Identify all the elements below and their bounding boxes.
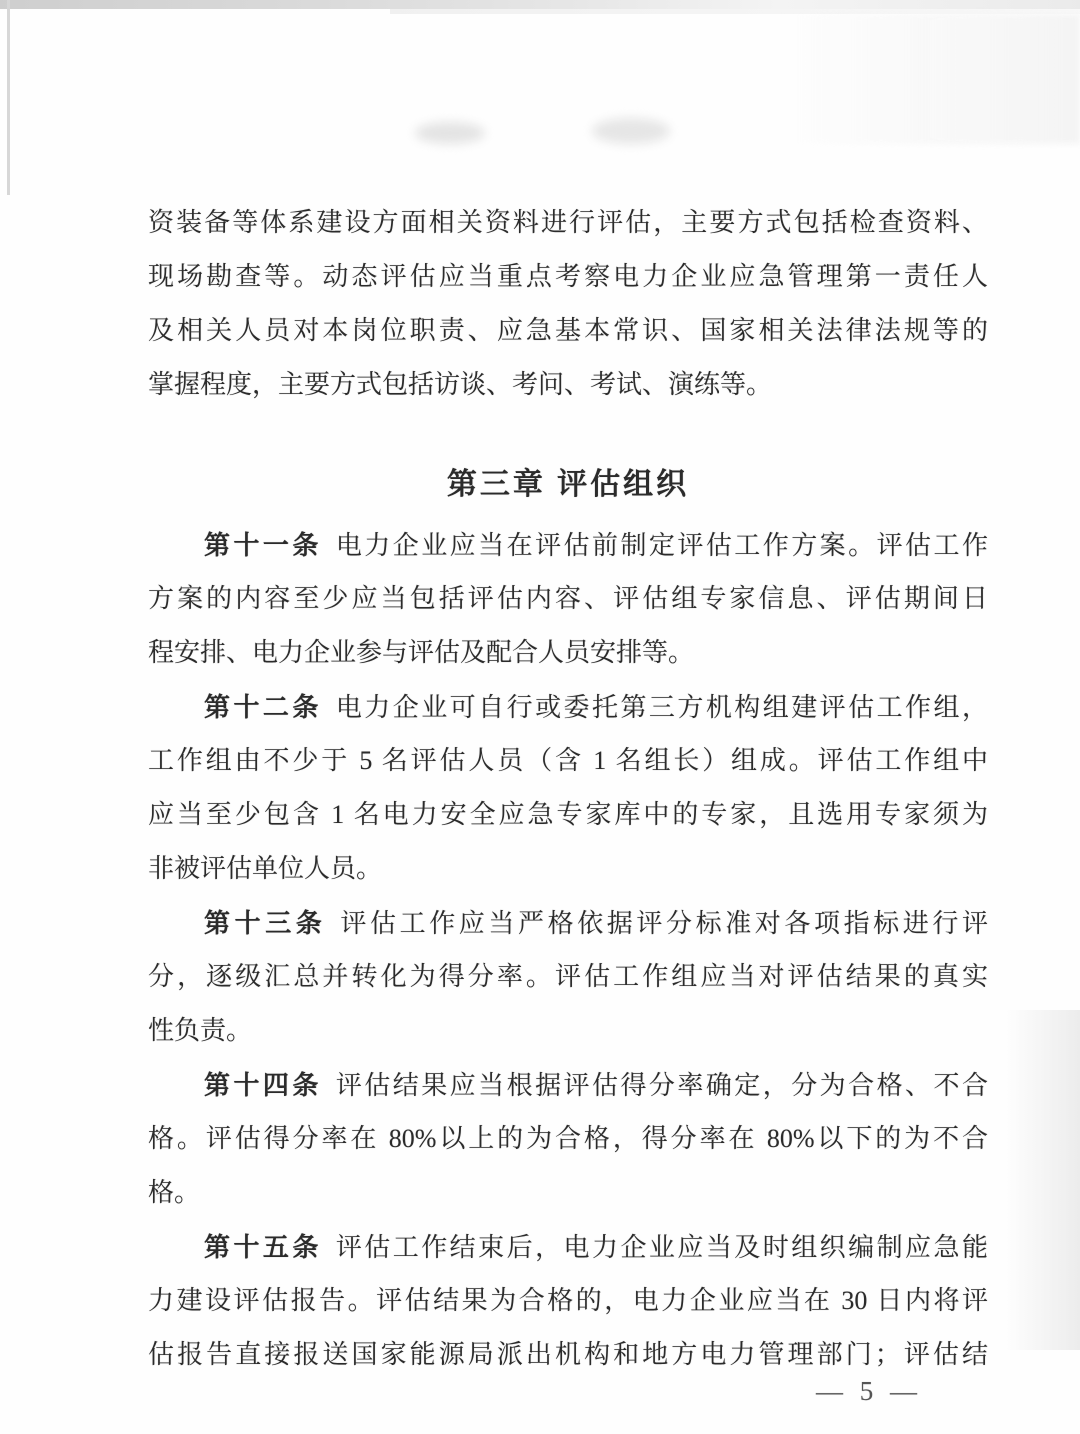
text-line: 及相关人员对本岗位职责、应急基本常识、国家相关法律法规等的 [148,316,988,345]
scan-shade-artifact [780,14,1080,144]
article-number: 第十一条 [204,530,322,560]
article-paragraph [148,680,988,896]
text-line [148,680,988,734]
article-first-line-text: 电力企业应当在评估前制定评估工作方案。评估工作 [335,531,988,560]
text-line: 非被评估单位人员。 [148,854,383,883]
article-number: 第十三条 [204,908,327,938]
scan-smudge-artifact [592,118,670,144]
text-line: 工作组由不少于 5 名评估人员（含 1 名组长）组成。评估工作组中 [148,746,988,775]
text-line: 资装备等体系建设方面相关资料进行评估，主要方式包括检查资料、 [148,208,988,237]
text-line: 格。 [148,1178,201,1207]
article-paragraph [148,1220,988,1382]
scan-edge-artifact [7,0,10,195]
text-line [148,518,988,572]
text-line: 掌握程度，主要方式包括访谈、考问、考试、演练等。 [148,370,773,399]
text-line: 格。评估得分率在 80%以上的为合格，得分率在 80%以下的为不合 [148,1124,988,1153]
text-line: 现场勘查等。动态评估应当重点考察电力企业应急管理第一责任人 [148,262,988,291]
text-line: 程安排、电力企业参与评估及配合人员安排等。 [148,638,695,667]
article-paragraph [148,518,988,680]
scan-edge-artifact [0,0,1080,9]
text-line [148,1220,988,1274]
scan-shade-artifact [1005,1010,1080,1350]
article-first-line-text: 电力企业可自行或委托第三方机构组建评估工作组， [335,693,988,722]
document-body [148,196,988,1382]
text-line [148,896,988,950]
text-line: 应当至少包含 1 名电力安全应急专家库中的专家，且选用专家须为 [148,800,988,829]
chapter-heading: 第三章 评估组织 [446,468,690,501]
article-paragraph [148,896,988,1058]
article-number: 第十五条 [204,1232,322,1262]
article-number: 第十二条 [204,692,322,722]
text-line [148,1058,988,1112]
body-paragraph [148,196,988,412]
scan-smudge-artifact [415,122,485,144]
page-number: — 5 — [816,1376,922,1406]
article-paragraph [148,1058,988,1220]
article-first-line-text: 评估工作结束后，电力企业应当及时组织编制应急能 [335,1233,988,1262]
text-line: 分，逐级汇总并转化为得分率。评估工作组应当对评估结果的真实 [148,962,988,991]
text-line: 性负责。 [148,1016,253,1045]
article-first-line-text: 评估结果应当根据评估得分率确定，分为合格、不合 [335,1071,988,1100]
text-line: 力建设评估报告。评估结果为合格的，电力企业应当在 30 日内将评 [148,1286,988,1315]
text-line: 估报告直接报送国家能源局派出机构和地方电力管理部门；评估结 [148,1340,988,1369]
article-number: 第十四条 [204,1070,322,1100]
article-first-line-text: 评估工作应当严格依据评分标准对各项指标进行评 [340,909,988,938]
text-line: 方案的内容至少应当包括评估内容、评估组专家信息、评估期间日 [148,584,988,613]
